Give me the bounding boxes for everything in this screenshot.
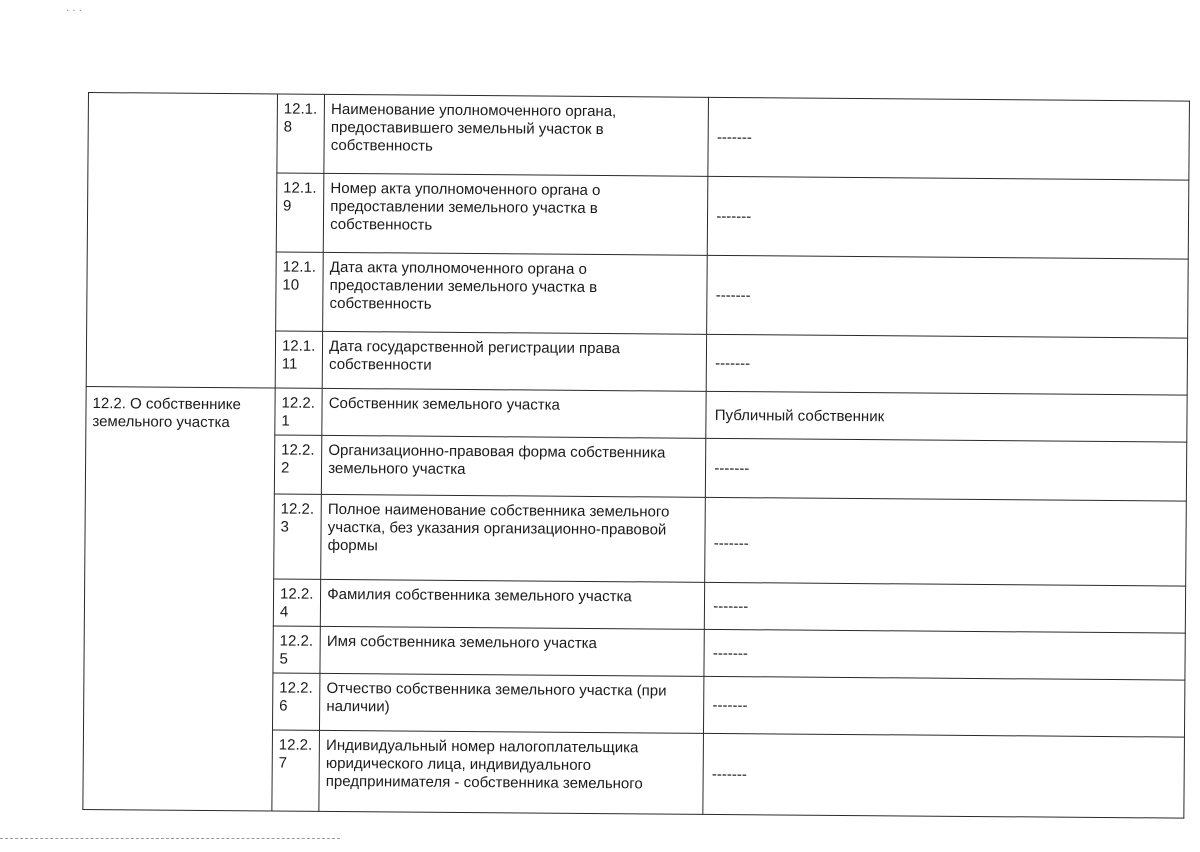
row-value: ------- bbox=[705, 497, 1186, 586]
row-description: Наименование уполномоченного органа, предоставившего земельный участок в собственность bbox=[324, 94, 709, 176]
row-value: ------- bbox=[706, 438, 1187, 501]
row-value: ------- bbox=[703, 733, 1184, 818]
table-row bbox=[86, 386, 1187, 442]
row-value: ------- bbox=[704, 629, 1185, 680]
scan-artifact: · · · bbox=[66, 6, 82, 17]
row-description: Полное наименование собственника земельного участка, без указания организационно-правовой формы bbox=[321, 494, 706, 582]
row-number: 12.1.11 bbox=[275, 331, 323, 388]
row-value: ------- bbox=[705, 582, 1186, 633]
row-value: ------- bbox=[706, 334, 1187, 395]
section-cell-empty bbox=[86, 93, 277, 388]
row-description: Фамилия собственника земельного участка bbox=[321, 579, 705, 629]
row-value: ------- bbox=[704, 676, 1185, 737]
row-number: 12.2.7 bbox=[272, 730, 320, 811]
row-number: 12.1.10 bbox=[276, 252, 324, 331]
scan-bottom-line bbox=[0, 838, 340, 839]
land-plot-info-table bbox=[82, 92, 1190, 819]
table-row bbox=[88, 93, 1190, 181]
row-value: Публичный собственник bbox=[706, 391, 1187, 442]
row-number: 12.1.9 bbox=[276, 173, 324, 252]
row-number: 12.2.6 bbox=[272, 673, 320, 730]
row-description: Имя собственника земельного участка bbox=[320, 626, 704, 676]
row-description: Дата акта уполномоченного органа о предоставлении земельного участка в собственность bbox=[323, 252, 708, 334]
row-description: Дата государственной регистрации права собственности bbox=[322, 331, 707, 391]
row-number: 12.2.1 bbox=[275, 388, 323, 435]
row-number: 12.2.2 bbox=[274, 435, 322, 494]
row-description: Отчество собственника земельного участка (при наличии) bbox=[320, 673, 705, 733]
row-description: Индивидуальный номер налогоплательщика юридического лица, индивидуального предпринимателя - собственника земельного bbox=[319, 730, 704, 814]
row-description: Организационно-правовая форма собственника земельного участка bbox=[322, 435, 707, 497]
section-owner-label: 12.2. О собственнике земельного участка bbox=[83, 386, 275, 810]
row-description: Собственник земельного участка bbox=[322, 388, 706, 438]
row-number: 12.1.8 bbox=[277, 94, 325, 173]
row-value: ------- bbox=[708, 97, 1189, 180]
row-value: ------- bbox=[707, 255, 1188, 338]
row-number: 12.2.4 bbox=[273, 579, 321, 626]
row-number: 12.2.5 bbox=[273, 626, 321, 673]
row-number: 12.2.3 bbox=[274, 494, 322, 579]
row-description: Номер акта уполномоченного органа о предоставлении земельного участка в собственность bbox=[323, 173, 708, 255]
row-value: ------- bbox=[708, 176, 1189, 259]
